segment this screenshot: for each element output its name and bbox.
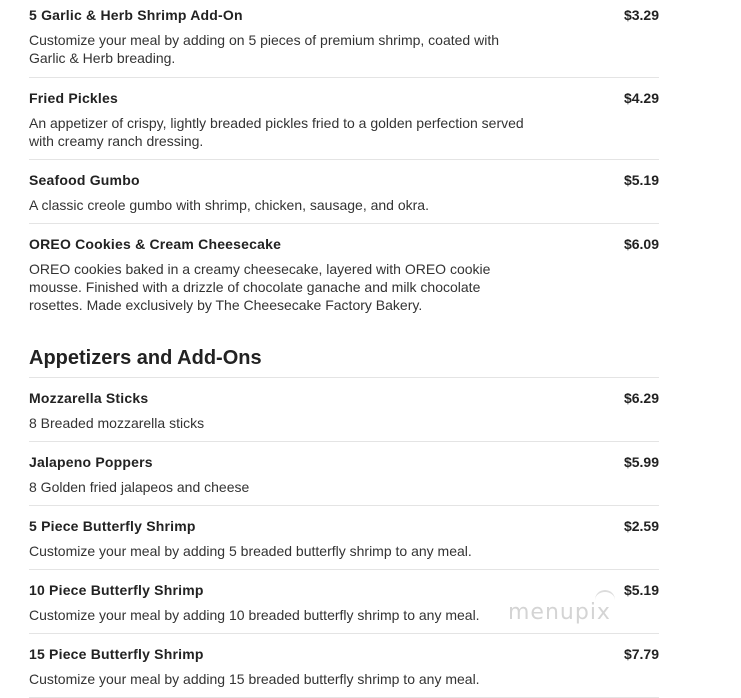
item-name: 5 Garlic & Herb Shrimp Add-On (29, 7, 243, 23)
item-price: $5.19 (623, 172, 659, 188)
menu-item (29, 442, 659, 506)
item-description: A classic creole gumbo with shrimp, chicken, sausage, and okra. (29, 197, 429, 213)
item-name: 10 Piece Butterfly Shrimp (29, 582, 204, 598)
item-name: 5 Piece Butterfly Shrimp (29, 518, 196, 534)
item-price: $6.29 (623, 390, 659, 406)
menu-list (29, 0, 659, 698)
item-name: Jalapeno Poppers (29, 454, 153, 470)
item-name: Mozzarella Sticks (29, 390, 149, 406)
menu-item (29, 378, 659, 442)
item-name: Fried Pickles (29, 90, 118, 106)
item-description: 8 Breaded mozzarella sticks (29, 415, 205, 431)
item-name: Seafood Gumbo (29, 172, 140, 188)
menu-item (29, 0, 659, 78)
item-price: $2.59 (623, 518, 659, 534)
menu-item (29, 634, 659, 698)
menu-item (29, 160, 659, 224)
menu-item (29, 78, 659, 160)
item-description: Customize your meal by adding 5 breaded butterfly shrimp to any meal. (29, 543, 472, 559)
item-name: OREO Cookies & Cream Cheesecake (29, 236, 282, 252)
menu-item (29, 224, 659, 336)
menu-item (29, 506, 659, 570)
item-description: Customize your meal by adding 15 breaded butterfly shrimp to any meal. (29, 671, 480, 687)
item-price: $5.19 (623, 582, 659, 598)
section-heading (29, 336, 659, 378)
item-price: $3.29 (623, 7, 659, 23)
item-description: Customize your meal by adding 10 breaded butterfly shrimp to any meal. (29, 607, 480, 623)
item-price: $4.29 (623, 90, 659, 106)
item-description: Customize your meal by adding on 5 pieces of premium shrimp, coated with Garlic & Herb breading. (29, 32, 499, 66)
item-description: An appetizer of crispy, lightly breaded pickles fried to a golden perfection served with creamy ranch dressing. (29, 115, 524, 149)
item-description: OREO cookies baked in a creamy cheesecake, layered with OREO cookie mousse. Finished with a drizzle of chocolate ganache and milk chocolate rosettes. Made exclusively by The Cheesecake Factory Bakery. (29, 261, 491, 313)
item-price: $5.99 (623, 454, 659, 470)
section-title: Appetizers and Add-Ons (29, 347, 262, 369)
item-name: 15 Piece Butterfly Shrimp (29, 646, 204, 662)
watermark: menupix (508, 600, 611, 625)
item-price: $6.09 (623, 236, 659, 252)
item-description: 8 Golden fried jalapeos and cheese (29, 479, 250, 495)
item-price: $7.79 (623, 646, 659, 662)
